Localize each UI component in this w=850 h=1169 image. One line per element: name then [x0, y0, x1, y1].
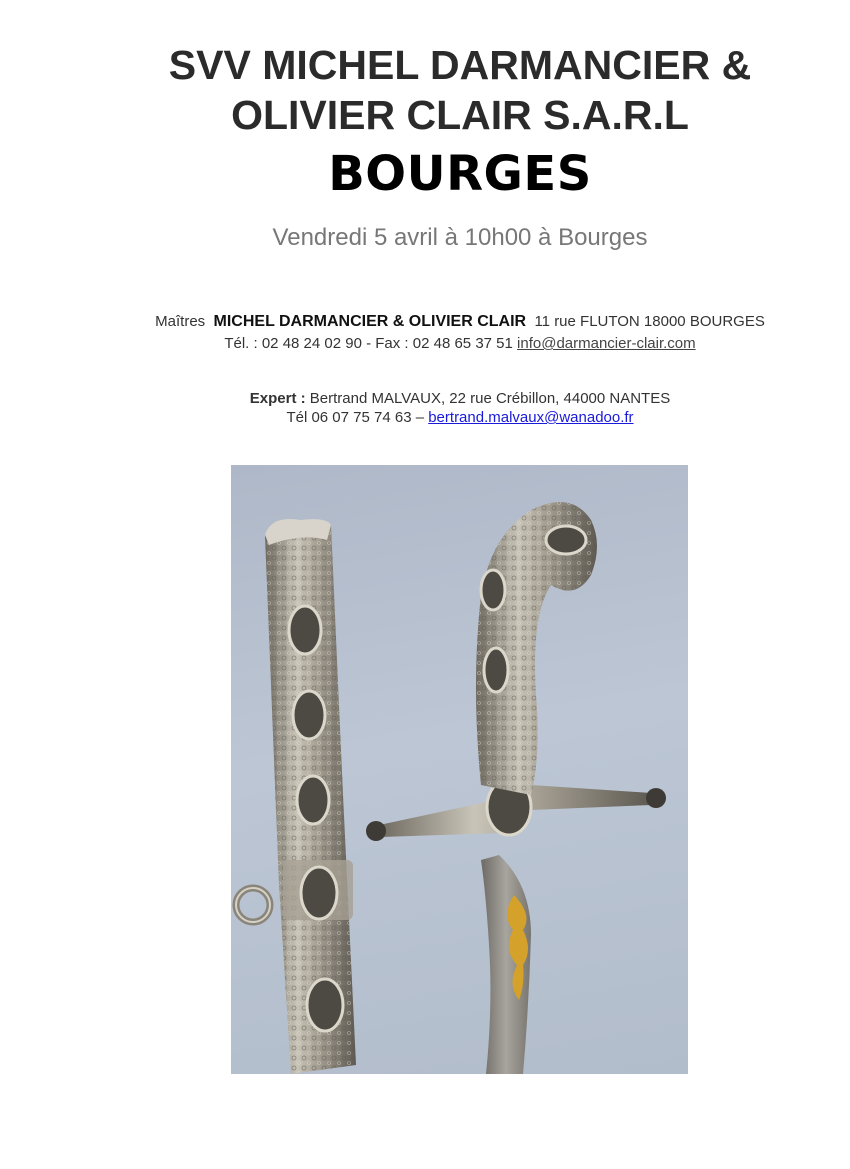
- title-line-2: OLIVIER CLAIR S.A.R.L: [231, 92, 689, 138]
- auctioneers-line: [0, 312, 850, 331]
- auctioneers-prefix: Maîtres: [155, 313, 206, 330]
- auctioneers-address: 11 rue FLUTON 18000 BOURGES: [534, 313, 765, 330]
- title-line-1: SVV MICHEL DARMANCIER &: [168, 42, 752, 88]
- sale-date: Vendredi 5 avril à 10h00 à Bourges: [272, 224, 648, 251]
- auctioneers-phone-fax: Tél. : 02 48 24 02 90 - Fax : 02 48 65 37 51: [224, 335, 513, 352]
- sword-hilt: [476, 502, 597, 795]
- auctioneers-contact-line: [0, 334, 850, 353]
- auctioneers-names: MICHEL DARMANCIER & OLIVIER CLAIR: [213, 313, 527, 330]
- expert-details: Bertrand MALVAUX, 22 rue Crébillon, 44000 NANTES: [309, 390, 671, 407]
- city-title: BOURGES: [328, 146, 592, 202]
- expert-phone: Tél 06 07 75 74 63 –: [286, 409, 425, 426]
- auctioneers-email-link[interactable]: info@darmancier-clair.com: [517, 335, 696, 352]
- sword-illustration: [231, 465, 688, 1074]
- sword-photo: [231, 465, 688, 1074]
- scabbard: [236, 519, 356, 1074]
- expert-line: [0, 389, 850, 408]
- sword-blade: [481, 855, 531, 1074]
- expert-contact-line: [0, 408, 850, 427]
- expert-label: Expert :: [249, 390, 306, 407]
- expert-email-link[interactable]: bertrand.malvaux@wanadoo.fr: [428, 409, 634, 426]
